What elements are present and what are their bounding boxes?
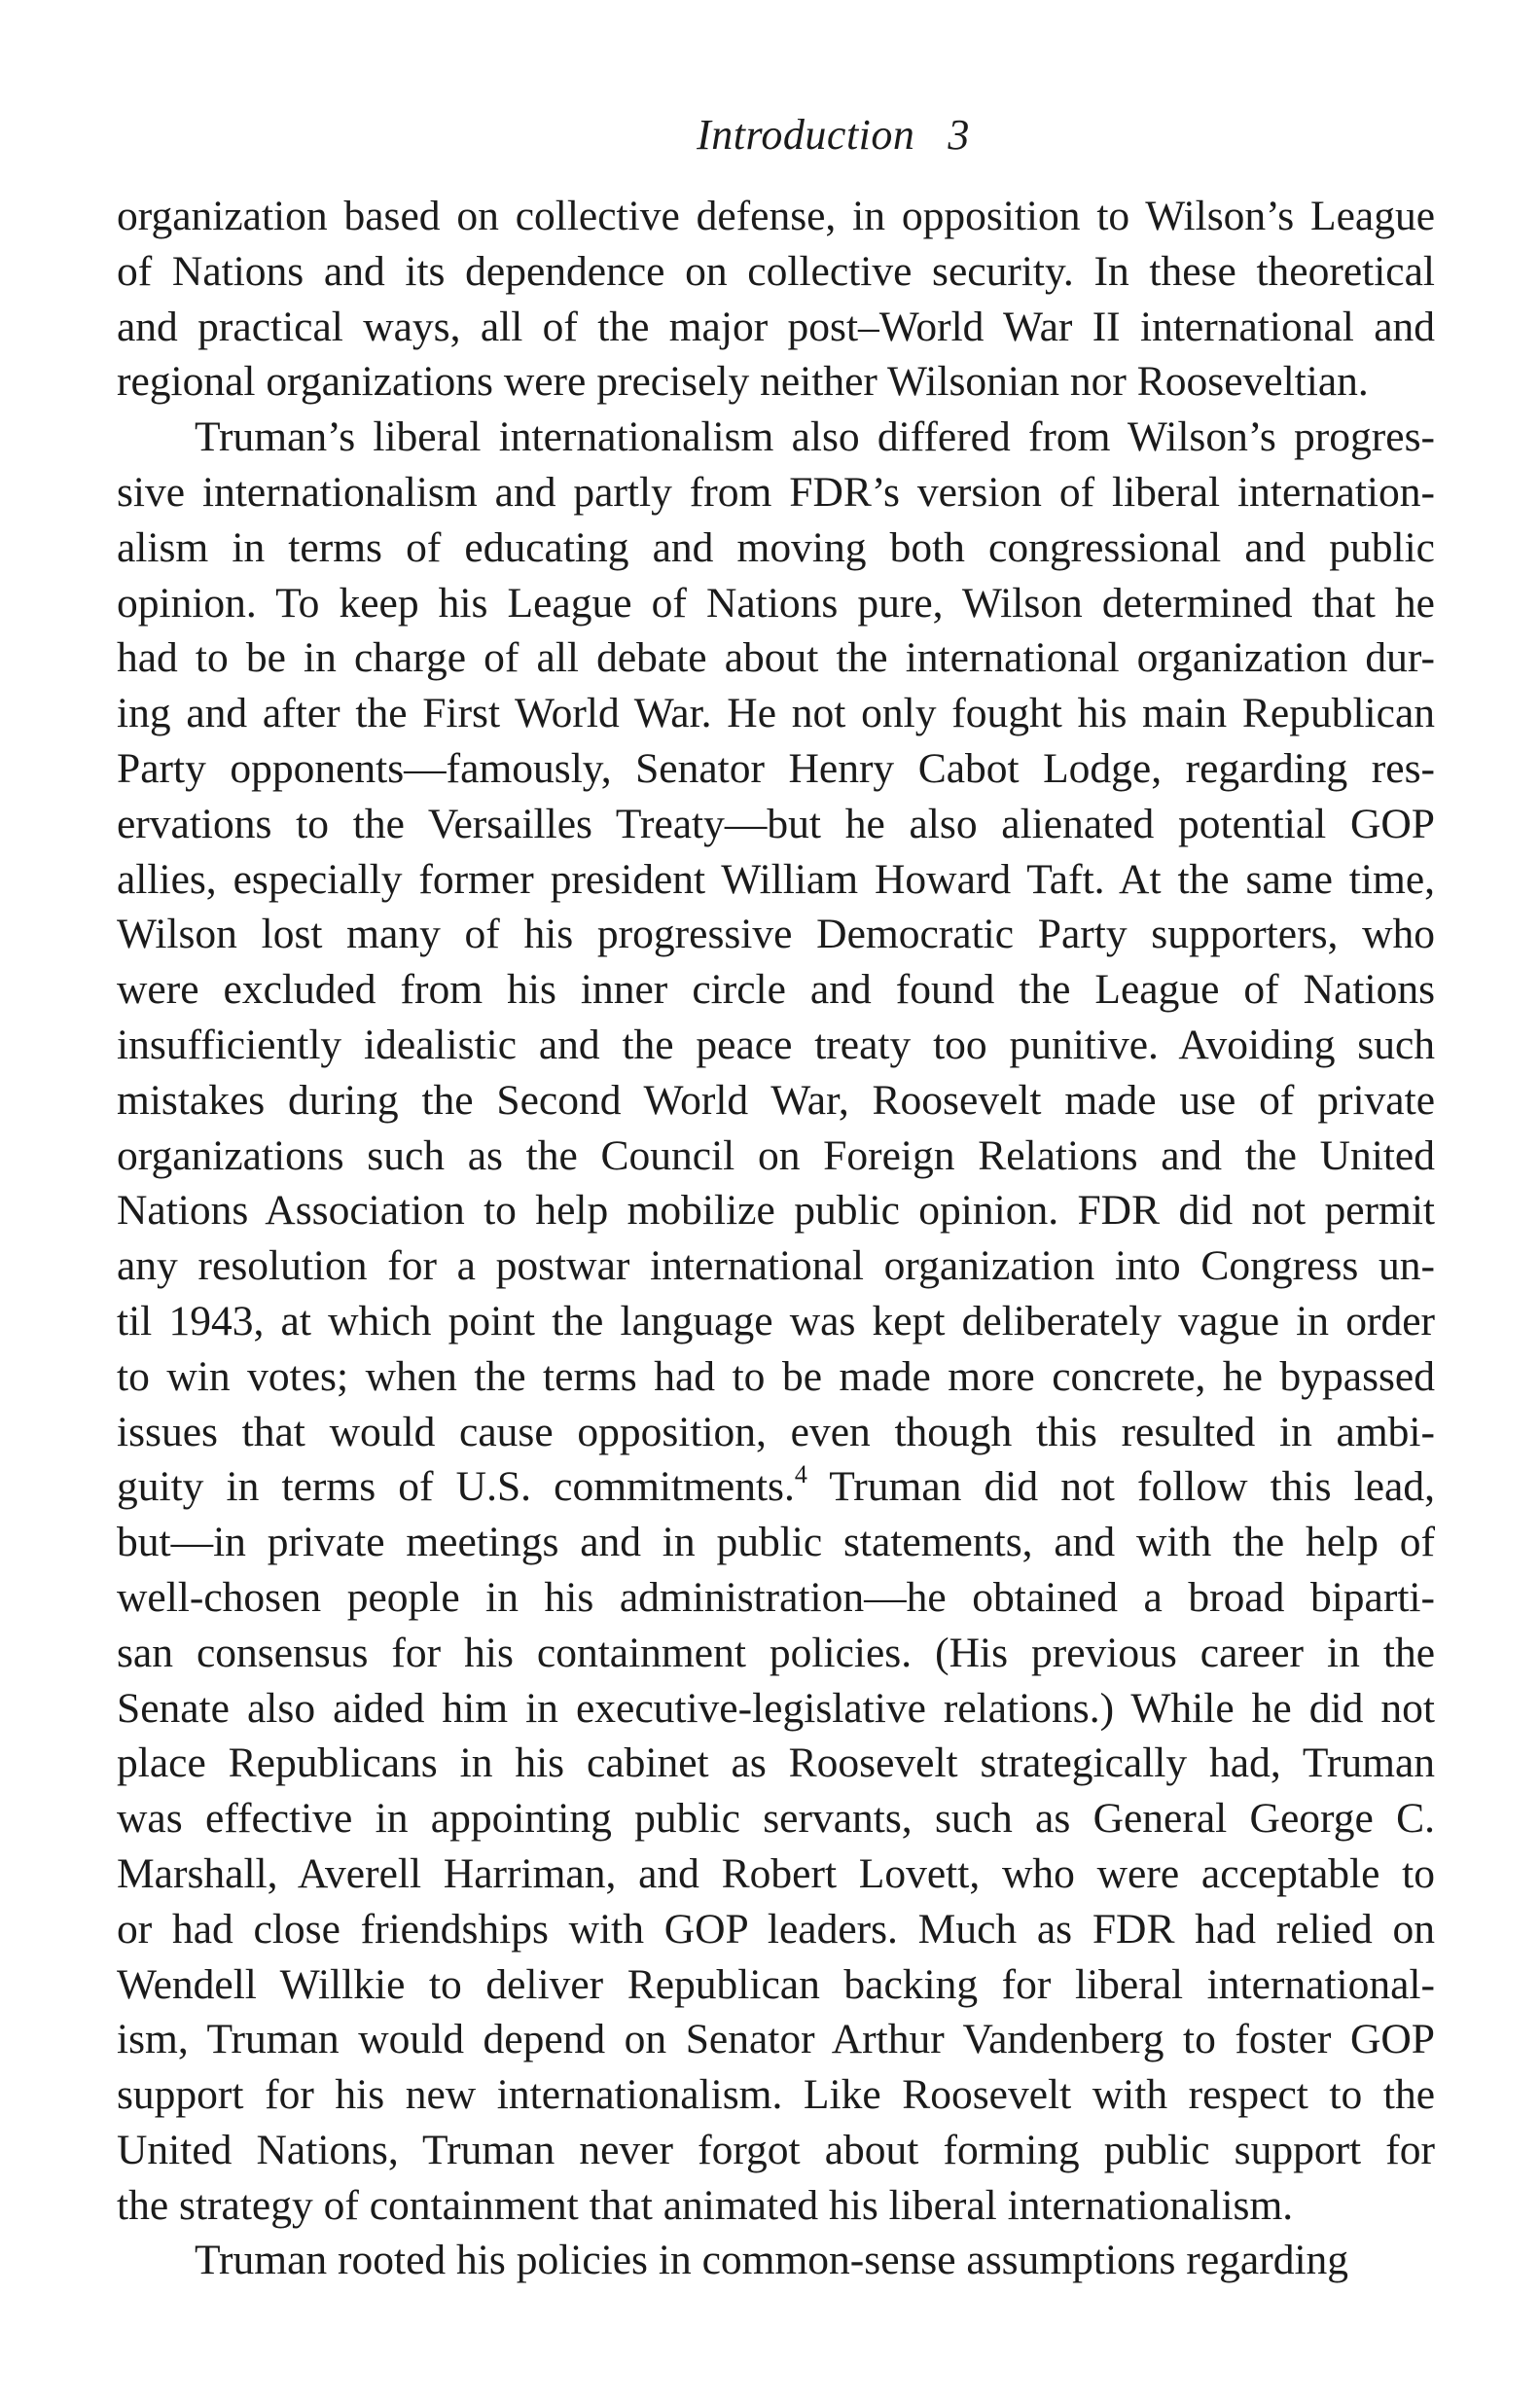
line-text: place Republicans in his cabinet as Roosevelt strategically had, Truman [117, 1739, 1435, 1787]
line-text: insufficiently idealistic and the peace treaty too punitive. Avoiding such [117, 1021, 1435, 1068]
line-text: to win votes; when the terms had to be made more concrete, he bypassed [117, 1352, 1435, 1400]
text-line [117, 797, 1435, 852]
chapter-title: Introduction [697, 111, 915, 159]
text-line [117, 1902, 1435, 1957]
text-line [117, 1405, 1435, 1460]
line-text: had to be in charge of all debate about the international organization dur- [117, 634, 1435, 682]
running-head [117, 107, 1435, 163]
text-line [117, 1736, 1435, 1791]
line-text: but—in private meetings and in public statements, and with the help of [117, 1519, 1435, 1566]
paragraph [117, 2233, 1435, 2288]
text-line [117, 1294, 1435, 1349]
line-text: Wilson lost many of his progressive Democratic Party supporters, who [117, 911, 1435, 958]
line-text: well-chosen people in his administration—he obtained a broad biparti- [117, 1573, 1435, 1621]
text-line [117, 1073, 1435, 1129]
line-text: Truman’s liberal internationalism also differed from Wilson’s progres- [195, 413, 1435, 461]
line-text: sive internationalism and partly from FDR’s version of liberal internation- [117, 468, 1435, 516]
text-line [117, 1515, 1435, 1570]
line-text: Truman rooted his policies in common-sense assumptions regarding [195, 2237, 1349, 2284]
text-line [117, 2178, 1435, 2234]
line-text: support for his new internationalism. Like Roosevelt with respect to the [117, 2071, 1435, 2119]
line-text: the strategy of containment that animated his liberal internationalism. [117, 2181, 1294, 2229]
line-text: Wendell Willkie to deliver Republican backing for liberal international- [117, 1960, 1435, 2008]
body-text [117, 189, 1435, 2288]
text-line [117, 1681, 1435, 1737]
text-line [117, 1018, 1435, 1073]
line-text-tail: Truman did not follow this lead, [806, 1463, 1435, 1511]
line-text: allies, especially former president William Howard Taft. At the same time, [117, 855, 1435, 903]
line-text: and practical ways, all of the major post–World War II international and [117, 303, 1435, 350]
line-text: was effective in appointing public servants, such as General George C. [117, 1795, 1435, 1843]
text-line [117, 354, 1435, 410]
text-line [117, 741, 1435, 797]
line-text: til 1943, at which point the language was kept deliberately vague in order [117, 1297, 1435, 1344]
text-line [117, 907, 1435, 962]
text-line [117, 2067, 1435, 2123]
text-line [117, 1238, 1435, 1294]
line-text: Nations Association to help mobilize public opinion. FDR did not permit [117, 1187, 1435, 1235]
line-text: ervations to the Versailles Treaty—but he also alienated potential GOP [117, 800, 1435, 847]
text-line [117, 1957, 1435, 2013]
text-line [117, 962, 1435, 1018]
line-text: Senate also aided him in executive-legislative relations.) While he did not [117, 1684, 1435, 1732]
line-text: Party opponents—famously, Senator Henry Cabot Lodge, regarding res- [117, 744, 1435, 792]
line-text: issues that would cause opposition, even though this resulted in ambi- [117, 1408, 1435, 1455]
text-line [117, 1846, 1435, 1902]
page-number: 3 [948, 111, 970, 159]
text-line [117, 1791, 1435, 1846]
text-line [117, 2012, 1435, 2067]
paragraph [117, 410, 1435, 2233]
line-text: ing and after the First World War. He not only fought his main Republican [117, 690, 1435, 737]
text-line [117, 1129, 1435, 1184]
line-text: United Nations, Truman never forgot about forming public support for [117, 2126, 1435, 2173]
line-text: ism, Truman would depend on Senator Arthur Vandenberg to foster GOP [117, 2016, 1435, 2063]
text-line [117, 465, 1435, 520]
line-text: or had close friendships with GOP leaders. Much as FDR had relied on [117, 1905, 1435, 1953]
footnote-reference[interactable]: 4 [794, 1460, 807, 1489]
text-line [117, 244, 1435, 300]
line-text: any resolution for a postwar international organization into Congress un- [117, 1242, 1435, 1290]
paragraph [117, 189, 1435, 410]
book-page [117, 107, 1435, 2288]
line-text: organization based on collective defense, in opposition to Wilson’s League [117, 193, 1435, 239]
text-line [117, 686, 1435, 741]
text-line [117, 300, 1435, 355]
line-text: were excluded from his inner circle and found the League of Nations [117, 966, 1435, 1014]
line-text: organizations such as the Council on Foreign Relations and the United [117, 1131, 1435, 1179]
line-text: alism in terms of educating and moving both congressional and public [117, 523, 1435, 571]
line-text: Marshall, Averell Harriman, and Robert Lovett, who were acceptable to [117, 1849, 1435, 1897]
text-line [117, 2123, 1435, 2178]
text-line [117, 1459, 1435, 1515]
text-line [117, 1570, 1435, 1626]
text-line [117, 2233, 1435, 2288]
text-line [117, 1626, 1435, 1681]
line-text: san consensus for his containment policies. (His previous career in the [117, 1629, 1435, 1676]
text-line [117, 1183, 1435, 1238]
text-line [117, 630, 1435, 686]
line-text: regional organizations were precisely neither Wilsonian nor Rooseveltian. [117, 358, 1369, 406]
line-text: of Nations and its dependence on collective security. In these theoretical [117, 247, 1435, 295]
text-line [117, 852, 1435, 908]
text-line [117, 189, 1435, 244]
line-text: guity in terms of U.S. commitments. [117, 1463, 795, 1511]
line-text: mistakes during the Second World War, Roosevelt made use of private [117, 1076, 1435, 1124]
text-line [117, 520, 1435, 576]
line-text: opinion. To keep his League of Nations pure, Wilson determined that he [117, 579, 1435, 627]
text-line [117, 410, 1435, 465]
text-line [117, 576, 1435, 631]
text-line [117, 1349, 1435, 1405]
